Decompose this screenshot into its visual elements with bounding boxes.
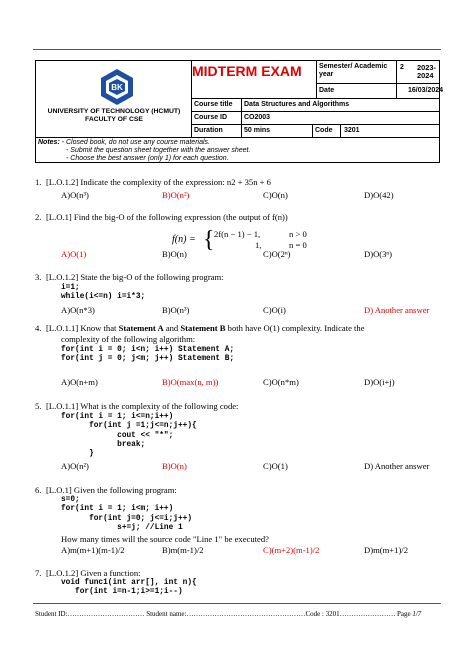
date-value: 16/03/2024 bbox=[408, 87, 444, 94]
faculty-label: FACULTY OF CSE bbox=[85, 116, 143, 123]
footer-student-info: Student ID:…………………………… Student name:……………………………………………Code : 3201…………………… bbox=[35, 610, 396, 618]
code-block: i=1; while(i<=n) i=i*3; bbox=[61, 284, 146, 302]
note-line: - Choose the best answer (only 1) for each question. bbox=[66, 155, 229, 162]
header-divider bbox=[316, 61, 317, 98]
top-rule bbox=[33, 49, 441, 50]
exam-header bbox=[35, 60, 444, 163]
notes-label: Notes: bbox=[38, 139, 60, 146]
option-a[interactable]: A)m(m+1)(m-1)/2 bbox=[61, 545, 125, 555]
course-title-label: Course title bbox=[194, 101, 233, 108]
semester-value: 2 bbox=[400, 64, 404, 71]
course-title-value: Data Structures and Algorithms bbox=[244, 101, 350, 108]
header-divider bbox=[191, 124, 440, 125]
university-logo bbox=[99, 68, 135, 106]
note-line: - Submit the question sheet together with the answer sheet. bbox=[66, 147, 251, 154]
question-text: [L.O.1.2] Indicate the complexity of the expression: n2 + 35n + 6 bbox=[46, 177, 271, 187]
option-a[interactable]: A)O(n³) bbox=[61, 190, 89, 200]
option-c[interactable]: C)(m+2)(m-1)/2 bbox=[263, 545, 320, 555]
statement-b-label: Statement B bbox=[180, 323, 226, 333]
option-a[interactable]: A)O(n²) bbox=[61, 461, 89, 471]
question-text: [L.O.1] Given the following program: bbox=[46, 485, 177, 495]
header-divider bbox=[241, 98, 242, 137]
code-block: s=0; for(int i = 1; i<m; i++) for(int j=0; j<=i;j++) s+=j; //Line 1 bbox=[61, 496, 193, 532]
header-divider bbox=[191, 98, 440, 99]
option-d[interactable]: D) Another answer bbox=[364, 461, 430, 471]
semester-label: Semester/ Academic year bbox=[319, 63, 388, 78]
formula-cond-2: n = 0 bbox=[289, 240, 307, 250]
option-c[interactable]: C)O(1) bbox=[263, 461, 288, 471]
header-divider bbox=[191, 111, 440, 112]
code-value: 3201 bbox=[344, 127, 360, 134]
option-b[interactable]: B)O(n²) bbox=[162, 190, 190, 200]
question-text: [L.O.1.1] What is the complexity of the following code: bbox=[46, 401, 239, 411]
option-a[interactable]: A)O(1) bbox=[61, 249, 87, 259]
code-block: void func1(int arr[], int n){ for(int i=n-1;i>=1;i--) bbox=[61, 579, 197, 597]
exam-title: MIDTERM EXAM bbox=[192, 63, 302, 79]
code-label: Code bbox=[315, 127, 333, 134]
option-d[interactable]: D)O(i+j) bbox=[364, 377, 395, 387]
logo-text: BK bbox=[111, 83, 123, 92]
page-number: Page 1/7 bbox=[397, 610, 422, 618]
formula-brace: { bbox=[203, 227, 215, 253]
header-divider bbox=[36, 137, 440, 138]
option-d[interactable]: D) Another answer bbox=[364, 305, 430, 315]
option-c[interactable]: C)O(n*m) bbox=[263, 377, 299, 387]
header-divider bbox=[312, 124, 313, 137]
course-id-value: CO2003 bbox=[244, 114, 271, 121]
question-number: 3. bbox=[35, 272, 42, 282]
formula-cond-1: n > 0 bbox=[289, 229, 307, 239]
exam-notes bbox=[38, 139, 250, 163]
option-b[interactable]: B)O(n) bbox=[162, 249, 187, 259]
option-d[interactable]: D)m(m+1)/2 bbox=[364, 545, 408, 555]
option-a[interactable]: A)O(n+m) bbox=[61, 377, 98, 387]
question-number: 7. bbox=[35, 568, 42, 578]
header-divider bbox=[396, 61, 397, 98]
question-text: [L.O.1.2] Given a function: bbox=[46, 568, 141, 578]
question-text: [L.O.1.2] State the big-O of the following program: bbox=[46, 272, 224, 282]
option-b[interactable]: B)O(n³) bbox=[162, 305, 190, 315]
duration-value: 50 mins bbox=[244, 127, 271, 134]
formula-case-2: 1, bbox=[255, 240, 262, 250]
question-number: 5. bbox=[35, 401, 42, 411]
header-divider bbox=[316, 83, 440, 84]
code-block: for(int i = 0; i<n; i++) Statement A; for(int j = 0; j<m; j++) Statement B; bbox=[61, 346, 235, 364]
university-label: UNIVERSITY OF TECHNOLOGY (HCMUT) bbox=[47, 108, 181, 115]
question-text-line2: complexity of the following algorithm: bbox=[61, 334, 196, 344]
option-d[interactable]: D)O(42) bbox=[364, 190, 394, 200]
duration-label: Duration bbox=[194, 127, 223, 134]
formula-lhs: f(n) = bbox=[172, 234, 196, 245]
footer-rule bbox=[33, 603, 441, 604]
question-prompt: How many times will the source code "Line 1" be executed? bbox=[61, 534, 269, 544]
question-number: 1. bbox=[35, 177, 42, 187]
option-d[interactable]: D)O(3ⁿ) bbox=[364, 249, 393, 259]
statement-a-label: Statement A bbox=[118, 323, 164, 333]
option-c[interactable]: C)O(i) bbox=[263, 305, 286, 315]
question-number: 4. bbox=[35, 323, 42, 333]
university-name bbox=[38, 108, 190, 124]
option-b[interactable]: B)m(m-1)/2 bbox=[162, 545, 204, 555]
option-c[interactable]: C)O(n) bbox=[263, 190, 288, 200]
date-label: Date bbox=[319, 87, 335, 94]
option-b[interactable]: B)O(max(n, m)) bbox=[162, 377, 219, 387]
question-text: [L.O.1.1] Know that Statement A and Statement B both have O(1) complexity. Indicate the bbox=[46, 323, 365, 333]
code-block: for(int i = 1; i<=n;i++) for(int j =1;j<=n;j++){ cout << "*"; break; } bbox=[61, 413, 197, 459]
course-id-label: Course ID bbox=[194, 114, 228, 121]
year-value: 2023-2024 bbox=[417, 63, 436, 80]
option-b[interactable]: B)O(n) bbox=[162, 461, 187, 471]
header-divider bbox=[340, 124, 341, 137]
formula-case-1: 2f(n − 1) − 1, bbox=[214, 229, 261, 239]
note-line: - Closed book, do not use any course materials. bbox=[59, 139, 210, 146]
option-c[interactable]: C)O(2ⁿ) bbox=[263, 249, 291, 259]
option-a[interactable]: A)O(n*3) bbox=[61, 305, 95, 315]
question-number: 6. bbox=[35, 485, 42, 495]
question-text: [L.O.1] Find the big-O of the following expression (the output of f(n)) bbox=[46, 212, 288, 222]
question-number: 2. bbox=[35, 212, 42, 222]
